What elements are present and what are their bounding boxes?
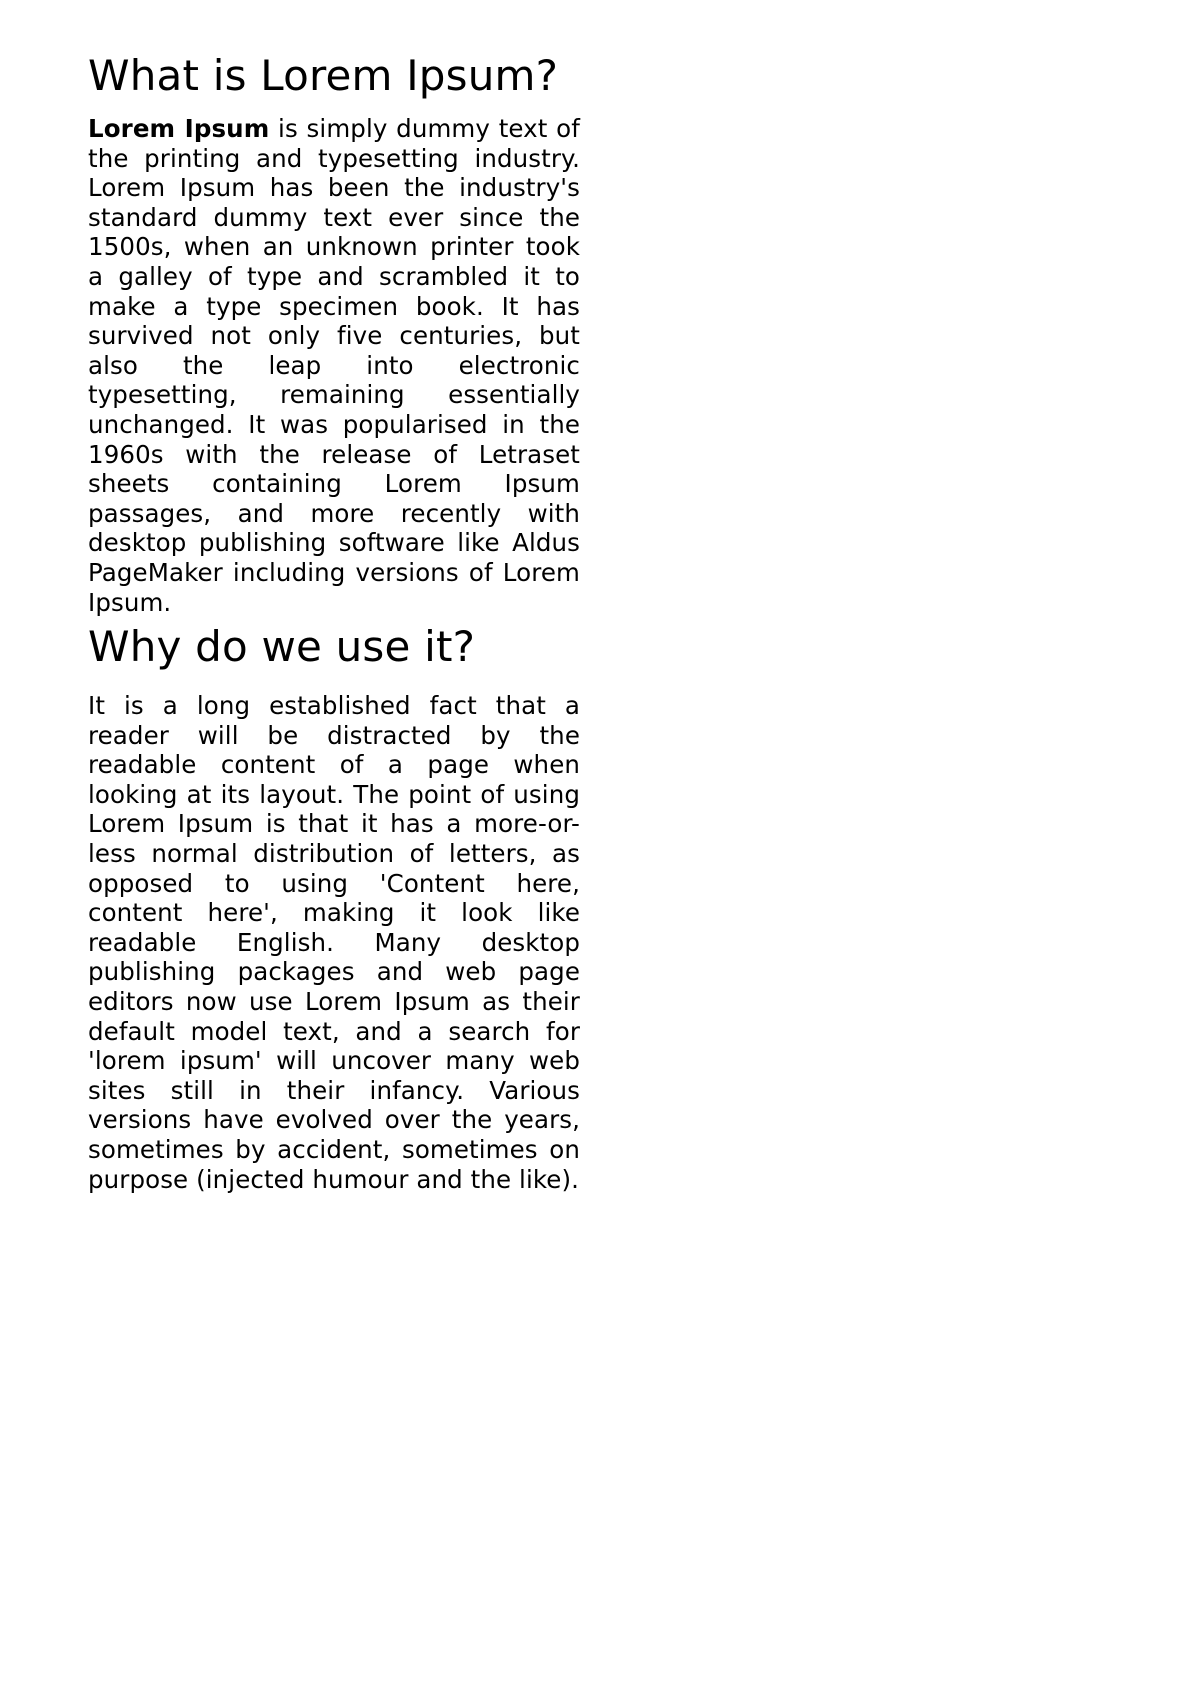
section-paragraph-why-do-we-use-it: It is a long established fact that a reader will be distracted by the readable content of a page when looking at its layout. The point of using Lorem Ipsum is that it has a more-or-less normal distribution of letters, as opposed to using 'Content here, content here', making it look like readable English. Many desktop publishing packages and web page editors now use Lorem Ipsum as their default model text, and a search for 'lorem ipsum' will uncover many web sites still in their infancy. Various versions have evolved over the years, sometimes by accident, sometimes on purpose (injected humour and the like). (88, 691, 580, 1194)
section-paragraph-what-is-lorem-ipsum (88, 114, 580, 617)
document-page (88, 46, 580, 1194)
section-heading-why-do-we-use-it: Why do we use it? (88, 622, 476, 672)
bold-lead-text: Lorem Ipsum (88, 114, 270, 143)
section-heading-what-is-lorem-ipsum: What is Lorem Ipsum? (88, 51, 559, 100)
paragraph-body-text: is simply dummy text of the printing and typesetting industry. Lorem Ipsum has been the industry's standard dummy text ever since the 1500s, when an unknown printer took a galley of type and scrambled it to make a type specimen book. It has survived not only five centuries, but also the leap into electronic typesetting, remaining essentially unchanged. It was popularised in the 1960s with the release of Letraset sheets containing Lorem Ipsum passages, and more recently with desktop publishing software like Aldus PageMaker including versions of Lorem Ipsum. (88, 114, 580, 617)
